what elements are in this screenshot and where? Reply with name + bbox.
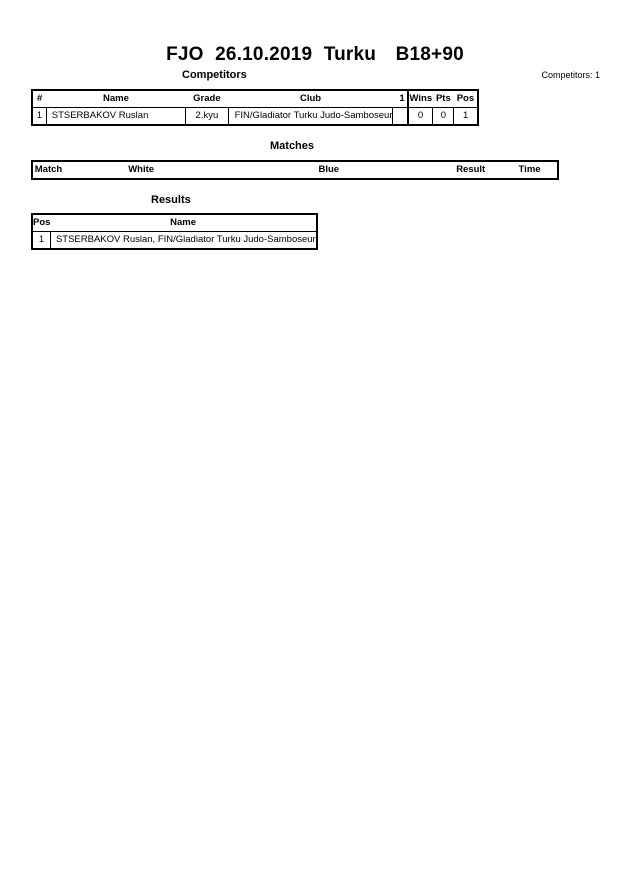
competitor-wins: 0 bbox=[408, 108, 433, 126]
competitor-num: 1 bbox=[32, 108, 46, 126]
col-club: Club bbox=[299, 93, 322, 104]
col-wins: Wins bbox=[408, 90, 433, 108]
result-name: STSERBAKOV Ruslan, FIN/Gladiator Turku Judo-Samboseur bbox=[50, 232, 316, 250]
competitor-club: FIN/Gladiator Turku Judo-Samboseur bbox=[228, 108, 393, 126]
competitor-name: STSERBAKOV Ruslan bbox=[46, 108, 185, 126]
col-match: Match bbox=[34, 164, 63, 175]
col-round-1: 1 bbox=[399, 93, 405, 104]
matches-title: Matches bbox=[270, 140, 315, 152]
col-result: Result bbox=[456, 164, 486, 175]
competitor-pts: 0 bbox=[433, 108, 454, 126]
col-time: Time bbox=[518, 164, 541, 175]
col-result-pos: Pos bbox=[33, 217, 51, 228]
result-pos: 1 bbox=[32, 232, 50, 250]
col-grade: Grade bbox=[193, 93, 221, 104]
col-result-name: Name bbox=[170, 217, 197, 228]
col-num: # bbox=[36, 93, 43, 104]
competitor-grade: 2.kyu bbox=[186, 108, 228, 126]
results-title: Results bbox=[151, 194, 191, 206]
col-pts: Pts bbox=[435, 93, 451, 104]
matches-table bbox=[31, 160, 559, 180]
table-row bbox=[32, 108, 478, 126]
col-pos: Pos bbox=[456, 93, 475, 104]
competitors-count: Competitors: 1 bbox=[541, 70, 600, 80]
event-name: FJO bbox=[166, 44, 204, 65]
table-row bbox=[32, 232, 317, 250]
event-place: Turku bbox=[323, 44, 377, 65]
competitors-header-row bbox=[32, 90, 478, 108]
results-table bbox=[31, 213, 318, 250]
col-white: White bbox=[128, 164, 155, 175]
matches-header-row bbox=[32, 161, 558, 179]
competitors-table bbox=[31, 89, 479, 126]
round-1-cell bbox=[393, 108, 408, 126]
col-name: Name bbox=[103, 93, 129, 104]
event-date: 26.10.2019 bbox=[215, 44, 313, 65]
competitors-title: Competitors bbox=[182, 69, 247, 81]
col-blue: Blue bbox=[318, 164, 340, 175]
competitor-pos: 1 bbox=[454, 108, 478, 126]
results-header-row bbox=[32, 214, 317, 232]
page-title bbox=[0, 44, 630, 66]
event-category: B18+90 bbox=[395, 44, 464, 65]
